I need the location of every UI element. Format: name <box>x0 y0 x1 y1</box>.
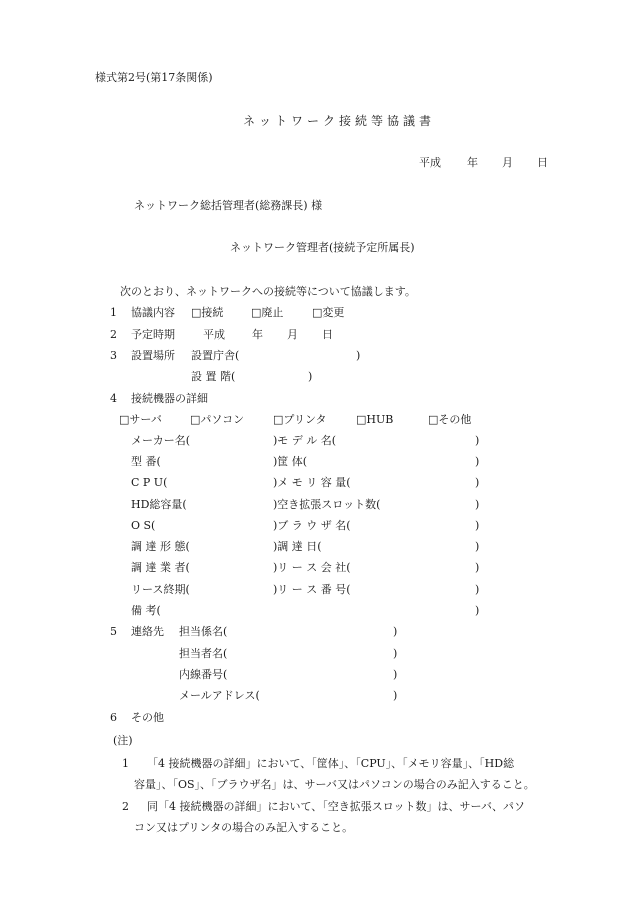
type-printer: □プリンタ <box>273 413 327 426</box>
contact-close: ) <box>393 647 398 660</box>
detail-left-label: 調 達 形 態( <box>131 540 190 553</box>
detail-close: ) <box>475 455 480 468</box>
section-5 <box>0 625 630 639</box>
date-month: 月 <box>502 156 513 169</box>
note-1 <box>0 757 630 771</box>
detail-left-label: 調 達 業 者( <box>131 561 190 574</box>
document-title: ネットワーク接続等協議書 <box>243 114 436 128</box>
section-label: 予定時期 <box>131 328 175 341</box>
detail-close: ) <box>475 519 480 532</box>
note-text: 「4 接続機器の詳細」において、「筐体」、「CPU」、「メモリ容量」、「HD総 <box>147 757 515 770</box>
contact-row <box>0 689 630 703</box>
date-era: 平成 <box>419 156 441 169</box>
date-line <box>0 156 630 170</box>
option-change: □変更 <box>312 306 345 319</box>
notes-heading: (注) <box>113 734 133 747</box>
detail-close: ) <box>475 540 480 553</box>
note-2 <box>0 800 630 814</box>
section-number: 1 <box>110 306 117 319</box>
detail-row <box>0 604 630 618</box>
detail-right-label: )調 達 日( <box>273 540 322 553</box>
detail-row <box>0 498 630 512</box>
detail-close: ) <box>475 583 480 596</box>
detail-close: ) <box>475 434 480 447</box>
section-4 <box>0 392 630 406</box>
detail-left-label: HD総容量( <box>131 498 187 511</box>
detail-row <box>0 561 630 575</box>
building-close: ) <box>356 349 361 362</box>
section-number: 4 <box>110 392 117 405</box>
contact-close: ) <box>393 668 398 681</box>
applicant: ネットワーク管理者(接続予定所属長) <box>230 241 415 254</box>
intro-text: 次のとおり、ネットワークへの接続等について協議します。 <box>120 285 416 298</box>
section-1 <box>0 306 630 320</box>
section-3-floor <box>0 370 630 384</box>
section-3 <box>0 349 630 363</box>
section-6 <box>0 711 630 725</box>
detail-right-label: )モ デ ル 名( <box>273 434 337 447</box>
note-number: 2 <box>122 800 129 813</box>
contact-row <box>0 668 630 682</box>
detail-left-label: C P U( <box>131 476 168 489</box>
detail-close: ) <box>475 476 480 489</box>
detail-right-label: )ブ ラ ウ ザ 名( <box>273 519 351 532</box>
detail-row <box>0 519 630 533</box>
type-server: □サーバ <box>119 413 162 426</box>
option-abolish: □廃止 <box>251 306 284 319</box>
date-day: 日 <box>537 156 548 169</box>
device-type-options <box>0 413 630 427</box>
detail-row <box>0 583 630 597</box>
contact-close: ) <box>393 689 398 702</box>
floor-close: ) <box>308 370 313 383</box>
detail-left-label: リース終期( <box>131 583 190 596</box>
schedule-day: 日 <box>322 328 333 341</box>
contact-row <box>0 647 630 661</box>
schedule-era: 平成 <box>203 328 225 341</box>
detail-row <box>0 434 630 448</box>
section-number: 5 <box>110 625 117 638</box>
section-2 <box>0 328 630 342</box>
note-text: 容量」、「OS」、「ブラウザ名」は、サーバ又はパソコンの場合のみ記入すること。 <box>134 778 535 791</box>
type-other: □その他 <box>428 413 472 426</box>
detail-right-label: )筐 体( <box>273 455 308 468</box>
contact-label: 担当者名( <box>179 647 228 660</box>
detail-right-label: )リ ー ス 番 号( <box>273 583 351 596</box>
contact-label: 内線番号( <box>179 668 228 681</box>
detail-right-label: )メ モ リ 容 量( <box>273 476 351 489</box>
addressee: ネットワーク総括管理者(総務課長) 様 <box>134 199 323 212</box>
detail-right-label: )リ ー ス 会 社( <box>273 561 351 574</box>
detail-close: ) <box>475 498 480 511</box>
floor-label: 設 置 階( <box>191 370 236 383</box>
detail-left-label: 備 考( <box>131 604 161 617</box>
detail-left-label: 型 番( <box>131 455 161 468</box>
detail-left-label: O S( <box>131 519 156 532</box>
contact-label: メールアドレス( <box>179 689 260 702</box>
note-text: 同「4 接続機器の詳細」において、「空き拡張スロット数」は、サーバ、パソ <box>147 800 526 813</box>
detail-row <box>0 455 630 469</box>
section-number: 6 <box>110 711 117 724</box>
form-number: 様式第2号(第17条関係) <box>95 71 213 84</box>
section-number: 2 <box>110 328 117 341</box>
section-label: その他 <box>131 711 164 724</box>
detail-row <box>0 476 630 490</box>
detail-left-label: メーカー名( <box>131 434 191 447</box>
contact-label: 担当係名( <box>179 625 228 638</box>
detail-close: ) <box>475 604 480 617</box>
detail-right-label: )空き拡張スロット数( <box>273 498 381 511</box>
type-pc: □パソコン <box>190 413 245 426</box>
detail-close: ) <box>475 561 480 574</box>
schedule-year: 年 <box>252 328 263 341</box>
section-label: 連絡先 <box>131 625 164 638</box>
note-text: コン又はプリンタの場合のみ記入すること。 <box>134 821 354 834</box>
detail-row <box>0 540 630 554</box>
type-hub: □HUB <box>356 413 394 426</box>
option-connect: □接続 <box>191 306 224 319</box>
building-label: 設置庁舎( <box>191 349 240 362</box>
section-label: 設置場所 <box>131 349 175 362</box>
section-label: 協議内容 <box>131 306 175 319</box>
section-label: 接続機器の詳細 <box>131 392 208 405</box>
note-number: 1 <box>122 757 129 770</box>
section-number: 3 <box>110 349 117 362</box>
schedule-month: 月 <box>287 328 298 341</box>
contact-close: ) <box>393 625 398 638</box>
date-year: 年 <box>467 156 478 169</box>
